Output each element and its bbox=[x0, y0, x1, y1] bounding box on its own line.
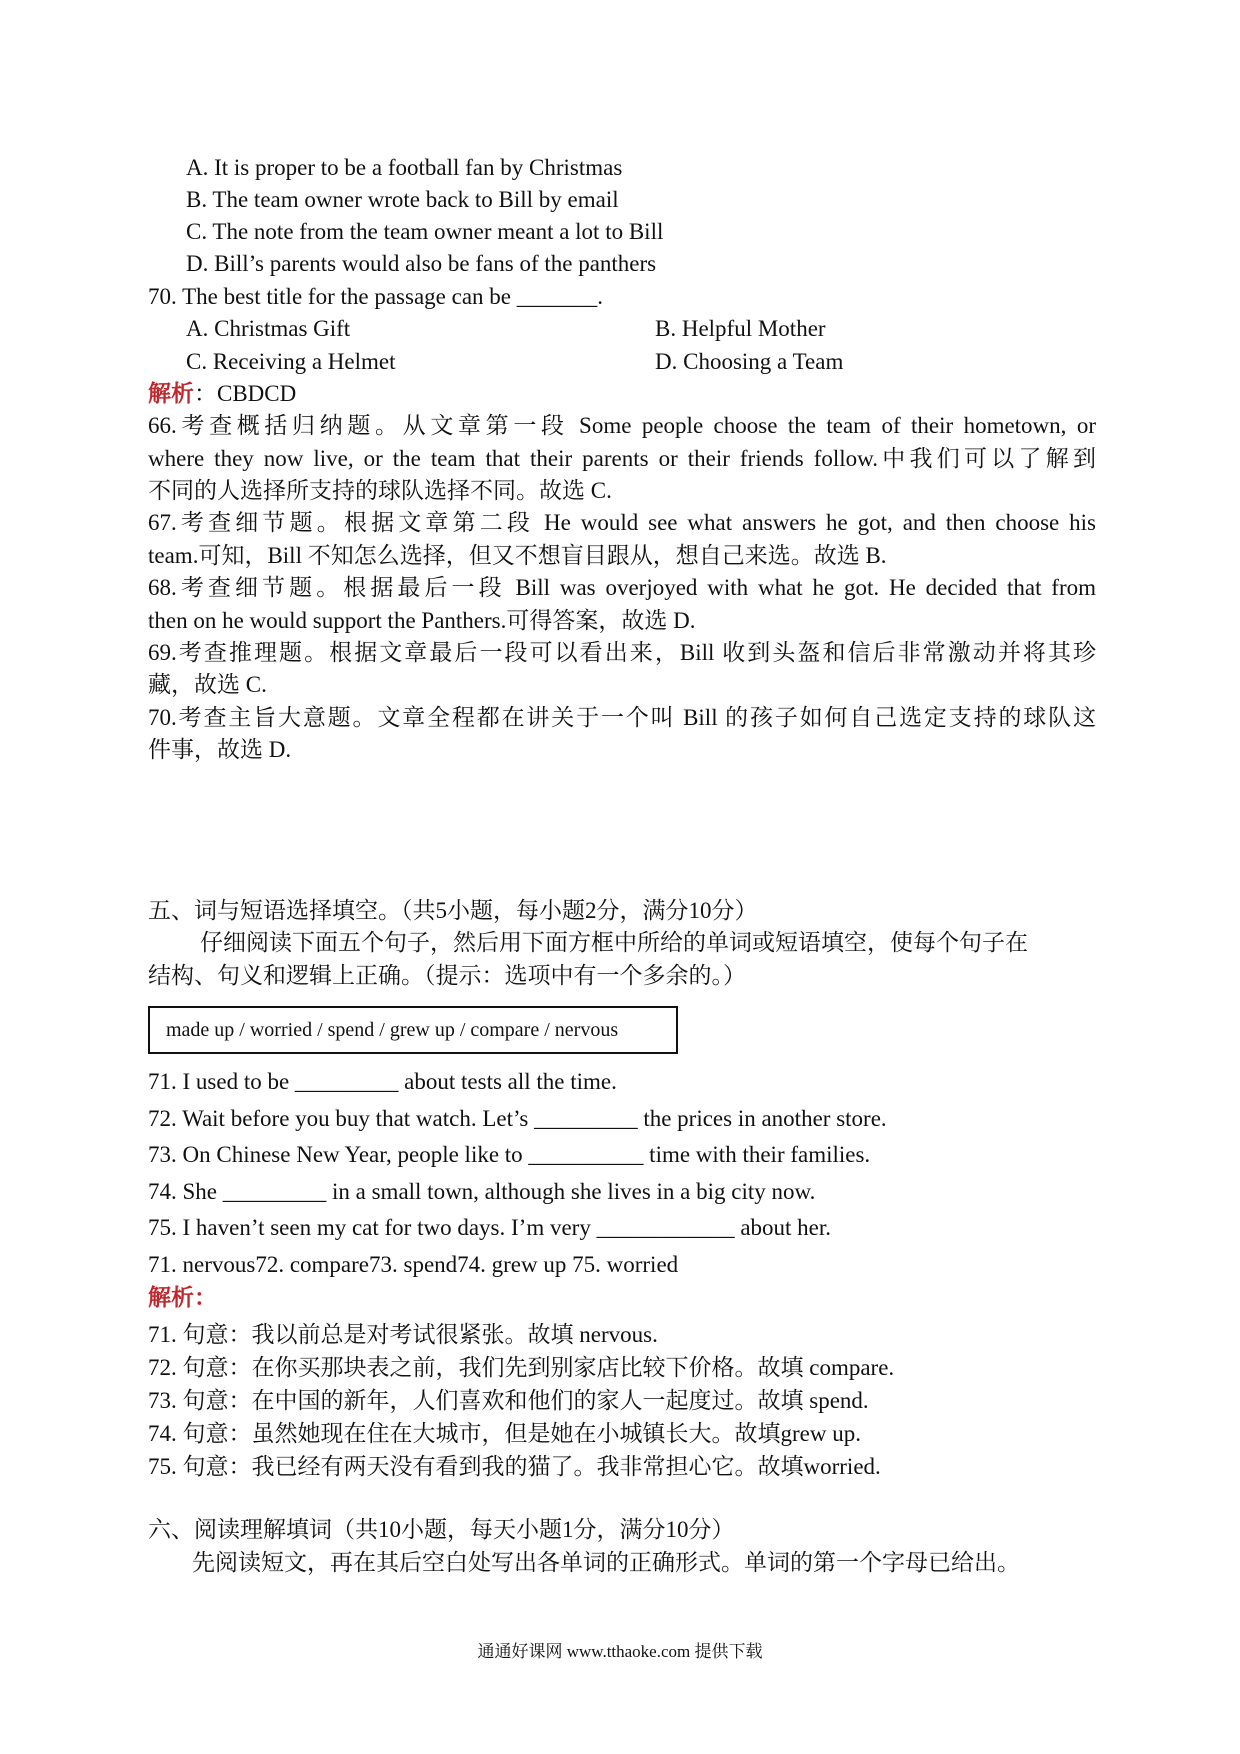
page-footer: 通通好课网 www.tthaoke.com 提供下载 bbox=[477, 1642, 763, 1661]
analysis-line-11: 件事，故选 D. bbox=[148, 737, 292, 762]
analysis-answers: ：CBDCD bbox=[194, 381, 297, 406]
question-75: 75. I haven’t seen my cat for two days. I’m very ____________ about her. bbox=[148, 1215, 832, 1240]
q69-option-a: A. It is proper to be a football fan by Christmas bbox=[186, 155, 623, 180]
analysis-71: 71. 句意：我以前总是对考试很紧张。故填 nervous. bbox=[148, 1322, 658, 1347]
q69-option-c: C. The note from the team owner meant a lot to Bill bbox=[186, 219, 664, 244]
word-choice-box: made up / worried / spend / grew up / compare / nervous bbox=[148, 1006, 678, 1054]
analysis-line-4: 67.考查细节题。根据文章第二段 He would see what answers he got, and then choose his bbox=[148, 510, 1096, 535]
section6-instruction: 先阅读短文，再在其后空白处写出各单词的正确形式。单词的第一个字母已给出。 bbox=[192, 1550, 1020, 1575]
analysis-answers-line bbox=[148, 378, 296, 410]
question-72: 72. Wait before you buy that watch. Let’s _________ the prices in another store. bbox=[148, 1106, 887, 1131]
q70-option-b: B. Helpful Mother bbox=[655, 316, 826, 341]
analysis-73: 73. 句意：在中国的新年，人们喜欢和他们的家人一起度过。故填 spend. bbox=[148, 1388, 869, 1413]
analysis-75: 75. 句意：我已经有两天没有看到我的猫了。我非常担心它。故填worried. bbox=[148, 1454, 881, 1479]
q70-option-a: A. Christmas Gift bbox=[186, 316, 351, 341]
section5-analysis-colon: ： bbox=[194, 1285, 217, 1310]
analysis-line-9: 藏，故选 C. bbox=[148, 672, 267, 697]
q70-stem: 70. The best title for the passage can be _______. bbox=[148, 284, 603, 309]
q69-option-b: B. The team owner wrote back to Bill by email bbox=[186, 187, 619, 212]
question-74: 74. She _________ in a small town, although she lives in a big city now. bbox=[148, 1179, 816, 1204]
q70-option-d: D. Choosing a Team bbox=[655, 349, 844, 374]
analysis-72: 72. 句意：在你买那块表之前，我们先到别家店比较下价格。故填 compare. bbox=[148, 1355, 895, 1380]
analysis-line-2: where they now live, or the team that their parents or their friends follow.中我们可以了解到 bbox=[148, 446, 1096, 471]
analysis-line-6: 68.考查细节题。根据最后一段 Bill was overjoyed with what he got. He decided that from bbox=[148, 575, 1096, 600]
analysis-line-3: 不同的人选择所支持的球队选择不同。故选 C. bbox=[148, 478, 612, 503]
analysis-74: 74. 句意：虽然她现在住在大城市，但是她在小城镇长大。故填grew up. bbox=[148, 1421, 861, 1446]
analysis-line-7: then on he would support the Panthers.可得答案，故选 D. bbox=[148, 608, 696, 633]
q69-option-d: D. Bill’s parents would also be fans of the panthers bbox=[186, 251, 657, 276]
section5-instruction-2: 结构、句义和逻辑上正确。（提示：选项中有一个多余的。） bbox=[148, 963, 746, 988]
section5-instruction-1: 仔细阅读下面五个句子，然后用下面方框中所给的单词或短语填空，使每个句子在 bbox=[200, 930, 1028, 955]
analysis-line-5: team.可知，Bill 不知怎么选择，但又不想盲目跟从，想自己来选。故选 B. bbox=[148, 543, 887, 568]
question-71: 71. I used to be _________ about tests all the time. bbox=[148, 1069, 617, 1094]
analysis-line-10: 70.考查主旨大意题。文章全程都在讲关于一个叫 Bill 的孩子如何自己选定支持的球队这 bbox=[148, 705, 1096, 730]
section5-analysis-label: 解析 bbox=[148, 1285, 194, 1310]
section5-answers: 71. nervous72. compare73. spend74. grew up 75. worried bbox=[148, 1252, 679, 1277]
question-73: 73. On Chinese New Year, people like to __________ time with their families. bbox=[148, 1142, 871, 1167]
analysis-label: 解析 bbox=[148, 381, 194, 406]
q70-option-c: C. Receiving a Helmet bbox=[186, 349, 396, 374]
section5-heading: 五、词与短语选择填空。（共5小题，每小题2分，满分10分） bbox=[148, 898, 758, 923]
section5-analysis-heading bbox=[148, 1282, 217, 1314]
analysis-line-8: 69.考查推理题。根据文章最后一段可以看出来，Bill 收到头盔和信后非常激动并将其珍 bbox=[148, 640, 1096, 665]
analysis-line-1: 66.考查概括归纳题。从文章第一段 Some people choose the team of their hometown, or bbox=[148, 413, 1096, 438]
section6-heading: 六、阅读理解填词（共10小题，每天小题1分，满分10分） bbox=[148, 1517, 735, 1542]
